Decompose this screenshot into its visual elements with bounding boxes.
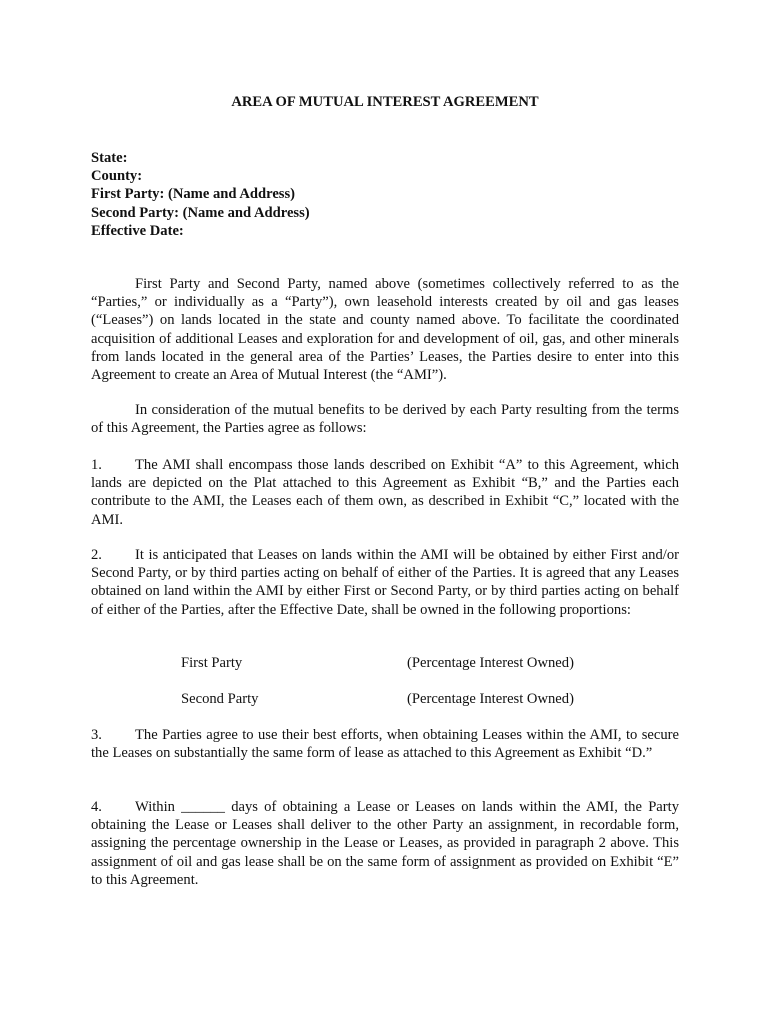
clause-text: The Parties agree to use their best efforts, when obtaining Leases within the AMI, to secure the Leases on substantially the same form of lease as attached to this Agreement as Exhibit “D.”: [91, 727, 679, 762]
header-fields: [91, 149, 679, 240]
clause-text: Within ______ days of obtaining a Lease or Leases on lands within the AMI, the Party obtaining the Lease or Leases shall deliver to the other Party an assignment, in recordable form, assigning the percentage ownership in the Lease or Leases, as provided in paragraph 2 above. This assignment of oil and gas lease shall be on the same form of assignment as provided on Exhibit “E” to this Agreement.: [91, 799, 679, 888]
clause-1: [91, 456, 679, 529]
ownership-party: First Party: [181, 655, 243, 671]
clause-text: The AMI shall encompass those lands described on Exhibit “A” to this Agreement, which lands are depicted on the Plat attached to this Agreement as Exhibit “B,” and the Parties each contribute to the AMI, the Leases each of them own, as described in Exhibit “C,” located with the AMI.: [91, 457, 679, 528]
clause-4: [91, 798, 679, 889]
consideration-paragraph: In consideration of the mutual benefits to be derived by each Party resulting from the terms of this Agreement, the Parties agree as follows:: [91, 402, 679, 437]
clause-number: 3.: [91, 727, 102, 743]
clause-number: 1.: [91, 457, 102, 473]
header-field-first-party: First Party: (Name and Address): [91, 186, 296, 203]
clause-text: It is anticipated that Leases on lands within the AMI will be obtained by either First and/or Second Party, or by third parties acting on behalf of either of the Parties. It is agreed that any Leases obtained on land within the AMI by either First or Second Party, or by third parties acting on behalf of either of the Parties, after the Effective Date, shall be owned in the following proportions:: [91, 547, 679, 618]
header-field-county: County:: [91, 168, 143, 185]
clause-2: [91, 546, 679, 619]
header-field-effective-date: Effective Date:: [91, 222, 184, 239]
clause-number: 4.: [91, 799, 102, 815]
ownership-share: (Percentage Interest Owned): [407, 691, 574, 707]
header-field-state: State:: [91, 150, 128, 166]
clause-number: 2.: [91, 547, 102, 563]
document-title: AREA OF MUTUAL INTEREST AGREEMENT: [231, 94, 539, 110]
ownership-party: Second Party: [181, 691, 259, 707]
ownership-share: (Percentage Interest Owned): [407, 655, 574, 671]
clause-3: [91, 726, 679, 762]
intro-paragraph: First Party and Second Party, named above (sometimes collectively referred to as the “Parties,” or individually as a “Party”), own leasehold interests created by oil and gas leases (“Leases”) on lands located in the state and county named above. To facilitate the coordinated acquisition of additional Leases and exploration for and development of oil, gas, and other minerals from lands located in the general area of the Parties’ Leases, the Parties desire to enter into this Agreement to create an Area of Mutual Interest (the “AMI”).: [91, 276, 679, 384]
header-field-second-party: Second Party: (Name and Address): [91, 204, 310, 221]
